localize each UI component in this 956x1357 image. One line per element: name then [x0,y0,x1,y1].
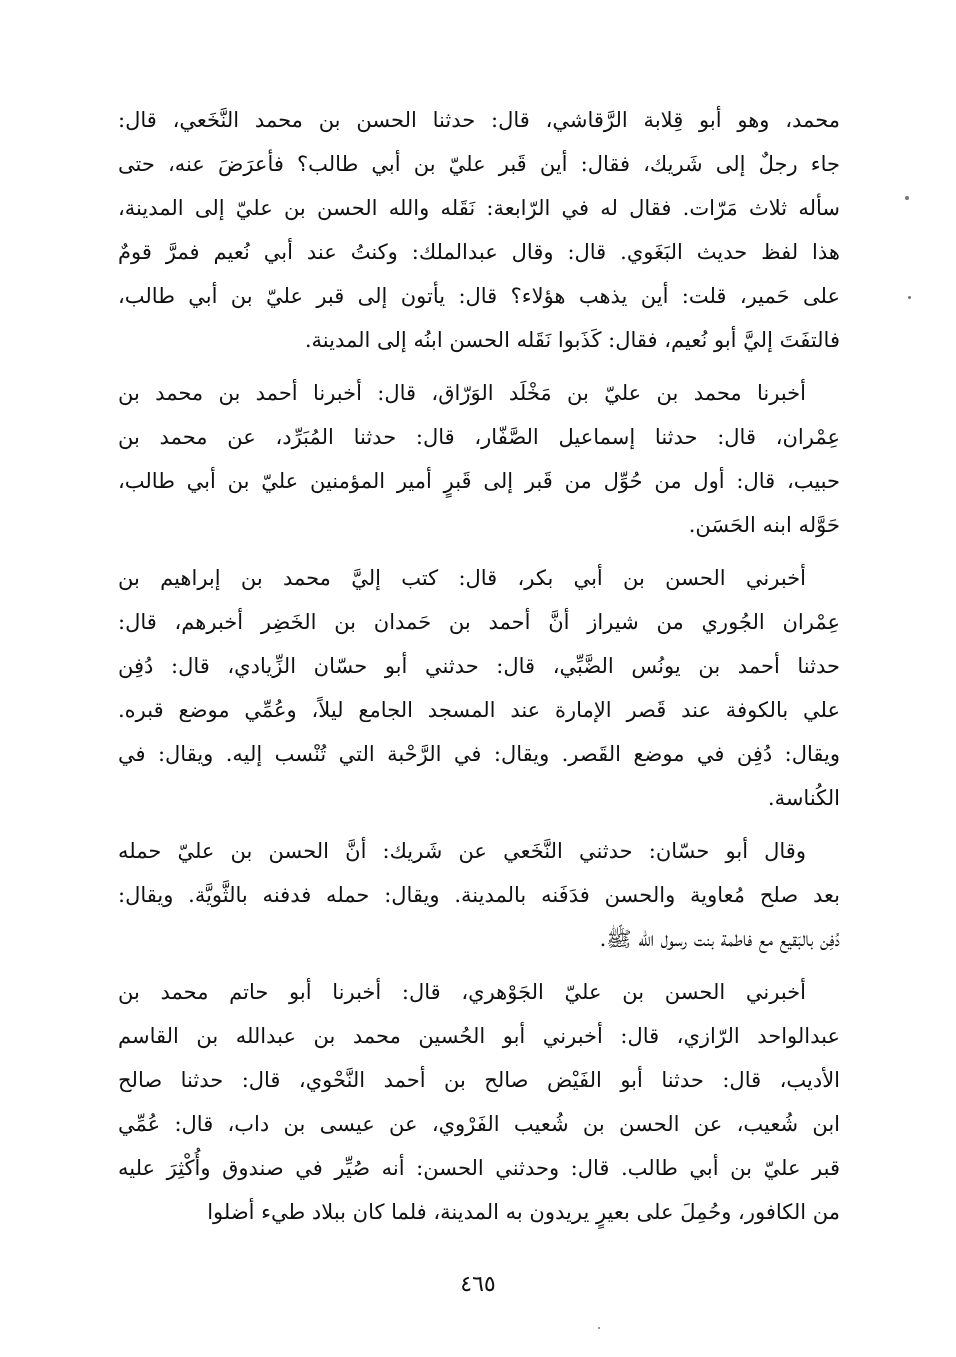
paragraph [118,556,840,820]
text-line: أخبرني الحسن بن أبي بكر، قال: كتب إليَّ محمد بن إبراهيم بن [118,566,806,590]
text-line: محمد، وهو أبو قِلابة الرَّقاشي، قال: حدثنا الحسن بن محمد النَّخَعي، قال: [118,108,840,132]
text-line: بعد صلح مُعاوية والحسن فدَفَنه بالمدينة. ويقال: حمله فدفنه بالثَّويَّة. ويقال: [118,883,840,907]
text-line: عِمْران، قال: حدثنا إسماعيل الصَّفّار، قال: حدثنا المُبَرِّد، عن محمد بن [118,425,840,449]
text-line: علي بالكوفة عند قَصر الإمارة عند المسجد الجامع ليلاً، وعُمِّي موضع قبره. [118,698,840,722]
paragraph [118,829,840,961]
text-line: ابن شُعيب، عن الحسن بن شُعيب الفَرْوي، عن عيسى بن داب، قال: عُمِّي [118,1112,840,1136]
text-line: على حَمير، قلت: أين يذهب هؤلاء؟ قال: يأتون إلى قبر عليّ بن أبي طالب، [118,284,840,308]
scan-speck [908,296,911,299]
text-line: حبيب، قال: أول من حُوِّل من قَبر إلى قَبرٍ أمير المؤمنين عليّ بن أبي طالب، [118,469,840,493]
paragraph [118,970,840,1234]
scan-speck [905,196,909,200]
paragraph [118,371,840,547]
text-line: سأله ثلاث مَرّات. فقال له في الرّابعة: نَقَله والله الحسن بن عليّ إلى المدينة، [118,196,840,220]
text-line: وقال أبو حسّان: حدثني النَّخَعي عن شَريك: أنَّ الحسن بن عليّ حمله [118,839,806,863]
text-line: ويقال: دُفِن في موضع القَصر. ويقال: في الرَّحْبة التي تُنْسب إليه. ويقال: في [118,742,840,766]
text-body [118,98,840,1243]
text-line: حَوَّله ابنه الحَسَن. [688,513,840,537]
text-line: فالتفَتَ إليَّ أبو نُعيم، فقال: كَذَبوا نَقَله الحسن ابنُه إلى المدينة. [304,328,840,352]
text-line: هذا لفظ حديث البَغَوي. قال: وقال عبدالملك: وكنتُ عند أبي نُعيم فمرَّ قومٌ [118,240,840,264]
text-line: الأديب، قال: حدثنا أبو الفَيْض صالح بن أحمد النَّحْوي، قال: حدثنا صالح [118,1068,840,1092]
text-line: من الكافور، وحُمِلَ على بعيرٍ يريدون به المدينة، فلما كان ببلاد طيء أضلوا [207,1200,840,1224]
text-line: أخبرنا محمد بن عليّ بن مَخْلَد الوَرّاق، قال: أخبرنا أحمد بن محمد بن [118,381,806,405]
text-line: الكُناسة. [767,786,840,810]
text-line: دُفِن بالبَقيع مع فاطمة بنت رسول الله ﷺ. [599,927,840,951]
text-line: حدثنا أحمد بن يونُس الضَّبِّي، قال: حدثني أبو حسّان الزِّيادي، قال: دُفِن [118,654,840,678]
text-line: عِمْران الجُوري من شيراز أنَّ أحمد بن حَمدان بن الخَضِر أخبرهم، قال: [118,610,840,634]
text-line: جاء رجلٌ إلى شَريك، فقال: أين قَبر عليّ بن أبي طالب؟ فأعرَضَ عنه، حتى [118,152,840,176]
text-line: عبدالواحد الرّازي، قال: أخبرني أبو الحُسين محمد بن عبدالله بن القاسم [118,1024,840,1048]
page-number: ٤٦٥ [460,1272,496,1297]
text-line: قبر عليّ بن أبي طالب. قال: وحدثني الحسن: أنه صُيِّر في صندوق وأُكْثِرَ عليه [118,1156,840,1180]
scan-speck [598,1327,600,1329]
text-line: أخبرني الحسن بن عليّ الجَوْهري، قال: أخبرنا أبو حاتم محمد بن [118,980,806,1004]
paragraph [118,98,840,362]
